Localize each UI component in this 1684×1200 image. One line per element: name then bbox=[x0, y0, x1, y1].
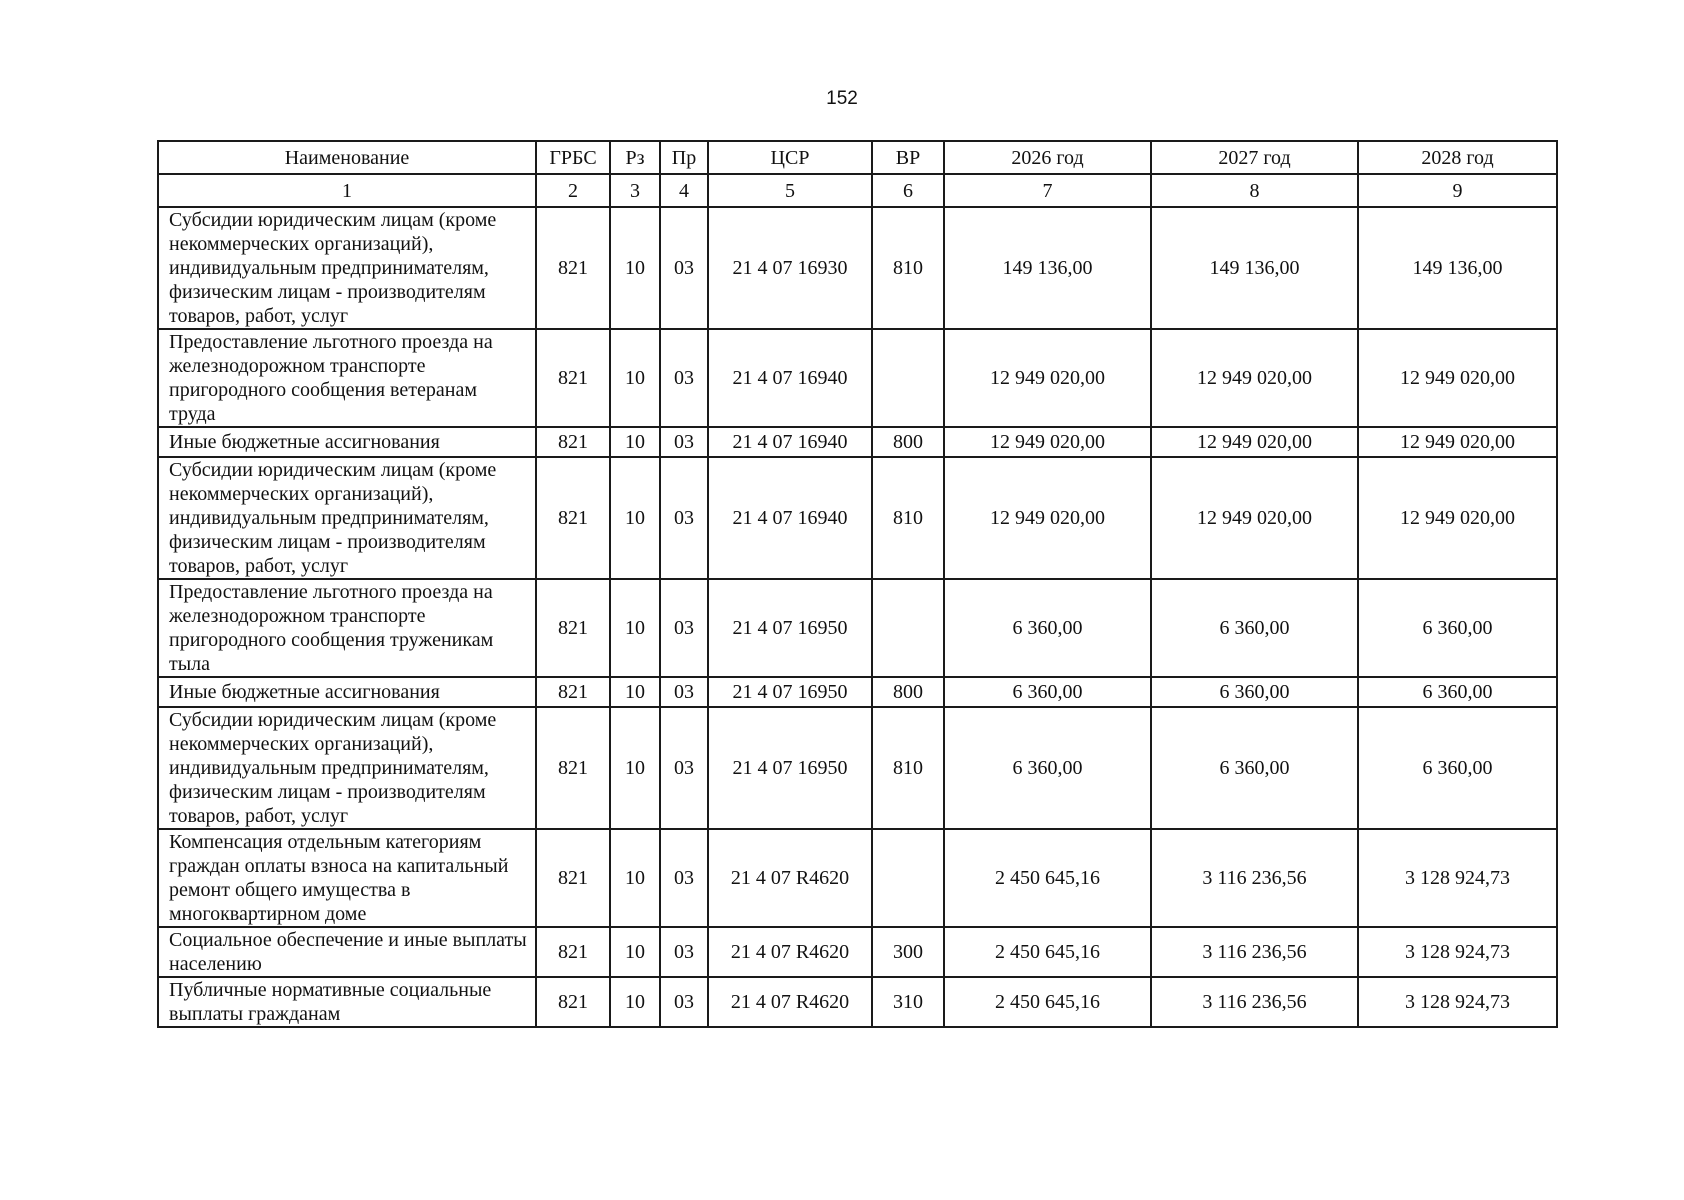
cell-amount-2027: 6 360,00 bbox=[1151, 579, 1358, 677]
cell-amount-2027: 3 116 236,56 bbox=[1151, 977, 1358, 1027]
col-header-name: Наименование bbox=[158, 141, 536, 174]
cell-name: Предоставление льготного проезда на железнодорожном транспорте пригородного сообщения труженикам тыла bbox=[158, 579, 536, 677]
cell-amount-2026: 6 360,00 bbox=[944, 677, 1151, 707]
cell-grbs: 821 bbox=[536, 977, 610, 1027]
cell-amount-2026: 6 360,00 bbox=[944, 707, 1151, 829]
cell-amount-2026: 12 949 020,00 bbox=[944, 329, 1151, 427]
col-number: 2 bbox=[536, 174, 610, 207]
cell-name: Иные бюджетные ассигнования bbox=[158, 677, 536, 707]
cell-rz: 10 bbox=[610, 579, 660, 677]
cell-pr: 03 bbox=[660, 927, 708, 977]
cell-amount-2028: 6 360,00 bbox=[1358, 579, 1557, 677]
cell-grbs: 821 bbox=[536, 457, 610, 579]
cell-rz: 10 bbox=[610, 927, 660, 977]
table-row bbox=[158, 829, 1557, 927]
cell-amount-2026: 6 360,00 bbox=[944, 579, 1151, 677]
table-row bbox=[158, 977, 1557, 1027]
cell-name: Социальное обеспечение и иные выплаты населению bbox=[158, 927, 536, 977]
cell-amount-2027: 3 116 236,56 bbox=[1151, 927, 1358, 977]
cell-amount-2028: 3 128 924,73 bbox=[1358, 829, 1557, 927]
table-row bbox=[158, 927, 1557, 977]
col-number: 5 bbox=[708, 174, 872, 207]
cell-amount-2026: 12 949 020,00 bbox=[944, 427, 1151, 457]
cell-amount-2026: 2 450 645,16 bbox=[944, 977, 1151, 1027]
cell-amount-2028: 3 128 924,73 bbox=[1358, 927, 1557, 977]
cell-csr: 21 4 07 R4620 bbox=[708, 927, 872, 977]
col-number: 9 bbox=[1358, 174, 1557, 207]
cell-amount-2027: 3 116 236,56 bbox=[1151, 829, 1358, 927]
table-row bbox=[158, 457, 1557, 579]
cell-name: Публичные нормативные социальные выплаты гражданам bbox=[158, 977, 536, 1027]
cell-amount-2026: 2 450 645,16 bbox=[944, 829, 1151, 927]
cell-grbs: 821 bbox=[536, 927, 610, 977]
cell-grbs: 821 bbox=[536, 677, 610, 707]
cell-csr: 21 4 07 16940 bbox=[708, 457, 872, 579]
cell-grbs: 821 bbox=[536, 207, 610, 329]
cell-vr: 310 bbox=[872, 977, 944, 1027]
table-body bbox=[158, 207, 1557, 1027]
cell-amount-2027: 149 136,00 bbox=[1151, 207, 1358, 329]
cell-rz: 10 bbox=[610, 829, 660, 927]
cell-csr: 21 4 07 16950 bbox=[708, 579, 872, 677]
column-number-row bbox=[158, 174, 1557, 207]
cell-csr: 21 4 07 16950 bbox=[708, 677, 872, 707]
cell-amount-2027: 12 949 020,00 bbox=[1151, 457, 1358, 579]
cell-csr: 21 4 07 R4620 bbox=[708, 829, 872, 927]
cell-pr: 03 bbox=[660, 707, 708, 829]
cell-amount-2028: 6 360,00 bbox=[1358, 677, 1557, 707]
cell-vr bbox=[872, 829, 944, 927]
cell-amount-2028: 3 128 924,73 bbox=[1358, 977, 1557, 1027]
cell-name: Компенсация отдельным категориям граждан оплаты взноса на капитальный ремонт общего имущества в многоквартирном доме bbox=[158, 829, 536, 927]
header-row bbox=[158, 141, 1557, 174]
cell-pr: 03 bbox=[660, 427, 708, 457]
cell-grbs: 821 bbox=[536, 829, 610, 927]
cell-pr: 03 bbox=[660, 829, 708, 927]
cell-amount-2027: 12 949 020,00 bbox=[1151, 427, 1358, 457]
table-row bbox=[158, 579, 1557, 677]
col-header-rz: Рз bbox=[610, 141, 660, 174]
col-header-2028: 2028 год bbox=[1358, 141, 1557, 174]
cell-name: Субсидии юридическим лицам (кроме некоммерческих организаций), индивидуальным предпринимателям, физическим лицам - производителям товаров, работ, услуг bbox=[158, 207, 536, 329]
cell-name: Иные бюджетные ассигнования bbox=[158, 427, 536, 457]
cell-vr: 810 bbox=[872, 707, 944, 829]
cell-csr: 21 4 07 16950 bbox=[708, 707, 872, 829]
cell-pr: 03 bbox=[660, 329, 708, 427]
cell-rz: 10 bbox=[610, 329, 660, 427]
cell-vr: 800 bbox=[872, 677, 944, 707]
table-row bbox=[158, 207, 1557, 329]
col-number: 7 bbox=[944, 174, 1151, 207]
table-row bbox=[158, 707, 1557, 829]
cell-amount-2028: 12 949 020,00 bbox=[1358, 457, 1557, 579]
cell-amount-2028: 12 949 020,00 bbox=[1358, 427, 1557, 457]
cell-amount-2027: 6 360,00 bbox=[1151, 707, 1358, 829]
cell-vr bbox=[872, 329, 944, 427]
col-header-grbs: ГРБС bbox=[536, 141, 610, 174]
cell-pr: 03 bbox=[660, 457, 708, 579]
cell-name: Субсидии юридическим лицам (кроме некоммерческих организаций), индивидуальным предпринимателям, физическим лицам - производителям товаров, работ, услуг bbox=[158, 457, 536, 579]
cell-vr bbox=[872, 579, 944, 677]
cell-csr: 21 4 07 16940 bbox=[708, 329, 872, 427]
cell-grbs: 821 bbox=[536, 707, 610, 829]
col-header-2026: 2026 год bbox=[944, 141, 1151, 174]
col-number: 1 bbox=[158, 174, 536, 207]
cell-grbs: 821 bbox=[536, 329, 610, 427]
cell-pr: 03 bbox=[660, 579, 708, 677]
col-number: 3 bbox=[610, 174, 660, 207]
cell-amount-2028: 149 136,00 bbox=[1358, 207, 1557, 329]
cell-vr: 800 bbox=[872, 427, 944, 457]
cell-rz: 10 bbox=[610, 677, 660, 707]
table-row bbox=[158, 677, 1557, 707]
cell-rz: 10 bbox=[610, 427, 660, 457]
table-row bbox=[158, 427, 1557, 457]
cell-rz: 10 bbox=[610, 707, 660, 829]
cell-csr: 21 4 07 R4620 bbox=[708, 977, 872, 1027]
col-header-csr: ЦСР bbox=[708, 141, 872, 174]
cell-grbs: 821 bbox=[536, 427, 610, 457]
col-header-pr: Пр bbox=[660, 141, 708, 174]
cell-rz: 10 bbox=[610, 977, 660, 1027]
cell-amount-2028: 6 360,00 bbox=[1358, 707, 1557, 829]
cell-amount-2027: 12 949 020,00 bbox=[1151, 329, 1358, 427]
page-number: 152 bbox=[826, 88, 858, 109]
col-header-vr: ВР bbox=[872, 141, 944, 174]
col-number: 4 bbox=[660, 174, 708, 207]
cell-amount-2026: 149 136,00 bbox=[944, 207, 1151, 329]
cell-vr: 300 bbox=[872, 927, 944, 977]
col-number: 8 bbox=[1151, 174, 1358, 207]
cell-pr: 03 bbox=[660, 207, 708, 329]
table-row bbox=[158, 329, 1557, 427]
cell-vr: 810 bbox=[872, 457, 944, 579]
cell-rz: 10 bbox=[610, 207, 660, 329]
cell-amount-2026: 2 450 645,16 bbox=[944, 927, 1151, 977]
cell-vr: 810 bbox=[872, 207, 944, 329]
col-number: 6 bbox=[872, 174, 944, 207]
cell-csr: 21 4 07 16940 bbox=[708, 427, 872, 457]
cell-pr: 03 bbox=[660, 677, 708, 707]
cell-pr: 03 bbox=[660, 977, 708, 1027]
cell-amount-2026: 12 949 020,00 bbox=[944, 457, 1151, 579]
col-header-2027: 2027 год bbox=[1151, 141, 1358, 174]
cell-amount-2027: 6 360,00 bbox=[1151, 677, 1358, 707]
cell-grbs: 821 bbox=[536, 579, 610, 677]
cell-name: Предоставление льготного проезда на железнодорожном транспорте пригородного сообщения ветеранам труда bbox=[158, 329, 536, 427]
cell-name: Субсидии юридическим лицам (кроме некоммерческих организаций), индивидуальным предпринимателям, физическим лицам - производителям товаров, работ, услуг bbox=[158, 707, 536, 829]
cell-csr: 21 4 07 16930 bbox=[708, 207, 872, 329]
cell-rz: 10 bbox=[610, 457, 660, 579]
budget-table bbox=[157, 140, 1558, 1028]
cell-amount-2028: 12 949 020,00 bbox=[1358, 329, 1557, 427]
